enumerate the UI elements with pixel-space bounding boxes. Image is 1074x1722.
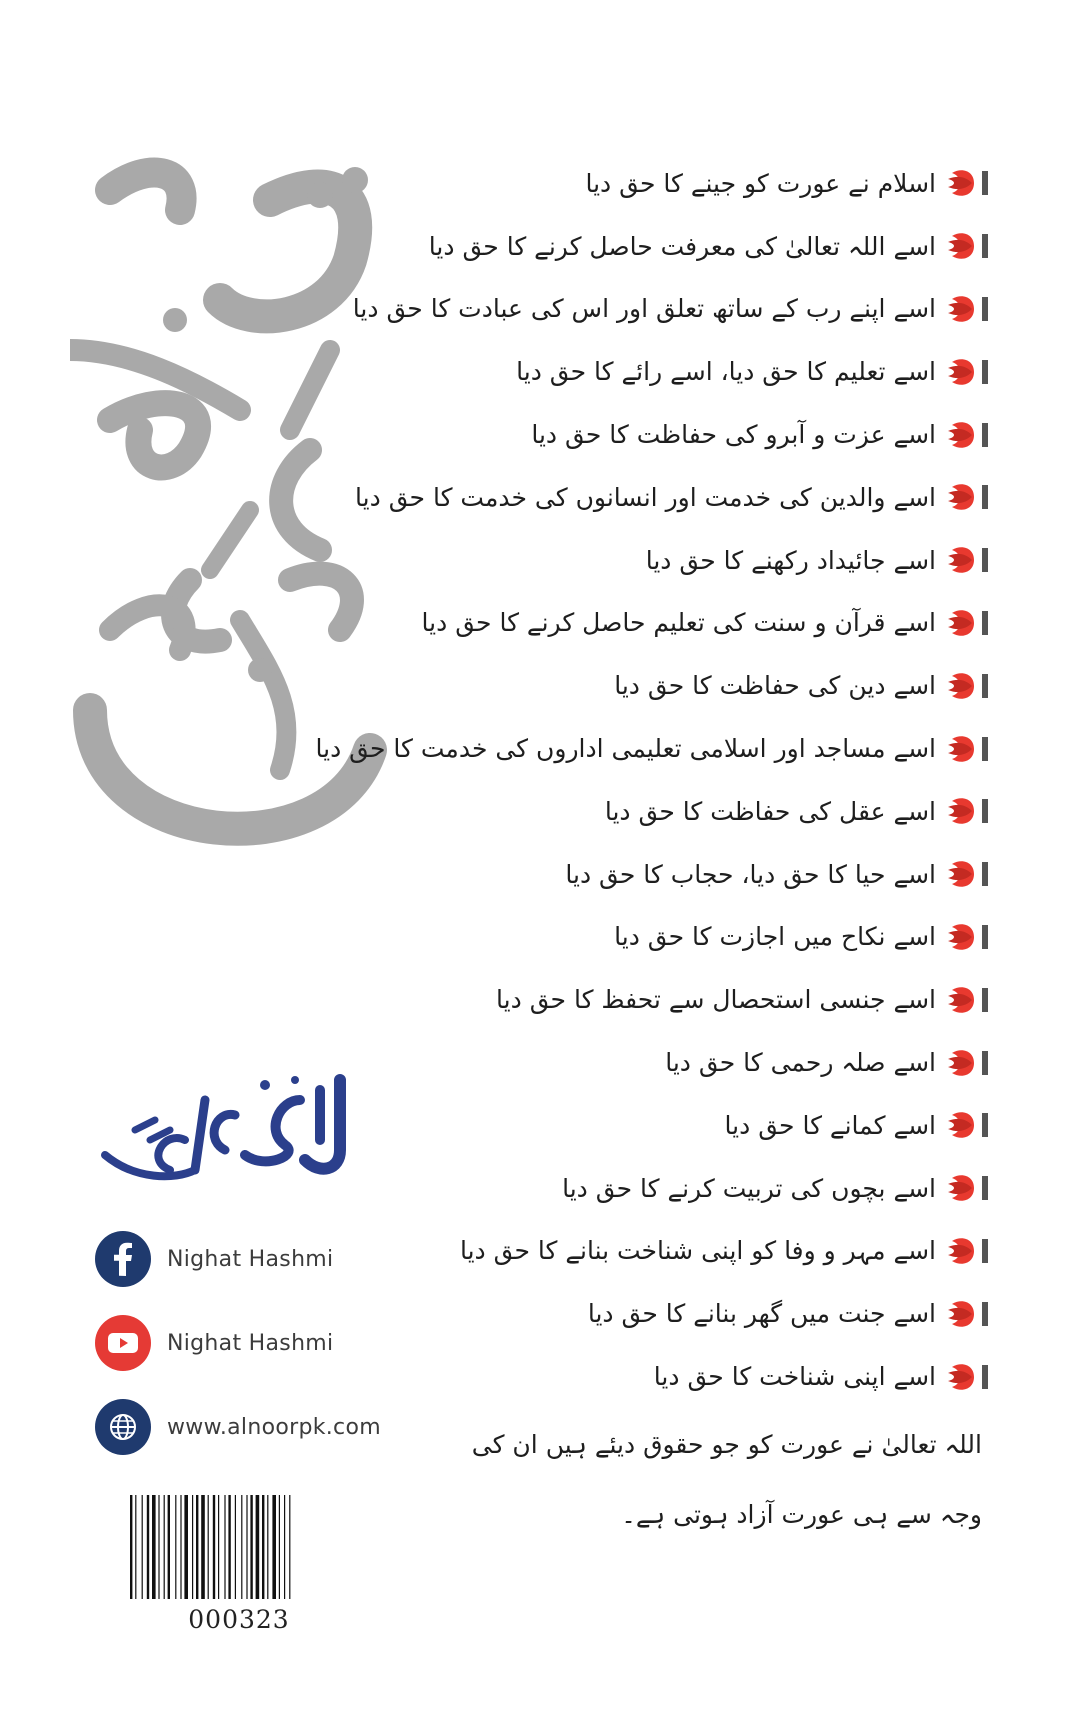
barcode-bar (228, 1495, 230, 1599)
barcode-bar (246, 1495, 247, 1599)
right-text: اسے بچوں کی تربیت کرنے کا حق دیا (562, 1173, 936, 1203)
social-item-website[interactable] (95, 1398, 415, 1456)
flower-bullet-icon (944, 415, 990, 455)
barcode-bar (213, 1495, 215, 1599)
barcode-bar (158, 1495, 159, 1599)
flower-bullet-icon (944, 666, 990, 706)
barcode-bar (218, 1495, 219, 1599)
right-item (390, 1220, 990, 1283)
flower-bullet-icon (944, 980, 990, 1020)
flower-bullet-icon (944, 1231, 990, 1271)
barcode-bar (164, 1495, 165, 1599)
barcode-bar (267, 1495, 268, 1599)
flower-bullet-icon (944, 1105, 990, 1145)
right-item (390, 780, 990, 843)
social-item-youtube[interactable] (95, 1314, 415, 1372)
right-text: اسے اپنی شناخت کا حق دیا (653, 1362, 936, 1392)
flower-bullet-icon (944, 540, 990, 580)
barcode-bar (241, 1495, 242, 1599)
barcode-bar (262, 1495, 264, 1599)
right-item (390, 1031, 990, 1094)
right-item (390, 215, 990, 278)
right-text: اسے اپنے رب کے ساتھ تعلق اور اس کی عبادت کا حق دیا (352, 294, 936, 324)
right-text: اسے عزت و آبرو کی حفاظت کا حق دیا (531, 420, 936, 450)
right-item (390, 968, 990, 1031)
barcode-bar (272, 1495, 276, 1599)
right-item (390, 1094, 990, 1157)
flower-bullet-icon (944, 1357, 990, 1397)
flower-bullet-icon (944, 791, 990, 831)
social-item-facebook[interactable] (95, 1230, 415, 1288)
right-item (390, 529, 990, 592)
right-item (315, 717, 990, 780)
barcode-bar (250, 1495, 252, 1599)
website-text: www.alnoorpk.com (167, 1414, 381, 1440)
flower-bullet-icon (944, 729, 990, 769)
barcode-bar (289, 1495, 290, 1599)
right-item (390, 1282, 990, 1345)
barcode-bar (196, 1495, 198, 1599)
right-text: اسے مساجد اور اسلامی تعلیمی اداروں کی خدمت کا حق دیا (315, 734, 936, 764)
right-item (390, 906, 990, 969)
right-text: اسلام نے عورت کو جینے کا حق دیا (585, 168, 936, 198)
flower-bullet-icon (944, 163, 990, 203)
right-text: اسے قرآن و سنت کی تعلیم حاصل کرنے کا حق دیا (421, 608, 936, 638)
flower-bullet-icon (944, 854, 990, 894)
right-text: اسے مہر و وفا کو اپنی شناخت بنانے کا حق دیا (459, 1236, 936, 1266)
barcode (128, 1495, 350, 1634)
facebook-icon (95, 1231, 151, 1287)
flower-bullet-icon (944, 352, 990, 392)
flower-bullet-icon (944, 603, 990, 643)
flower-bullet-icon (944, 226, 990, 266)
barcode-bar (184, 1495, 188, 1599)
right-text: اسے کمانے کا حق دیا (724, 1110, 936, 1140)
title-calligraphy-art (70, 150, 430, 950)
barcode-bar (135, 1495, 136, 1599)
barcode-bar (175, 1495, 176, 1599)
rights-list (315, 152, 990, 1408)
flower-bullet-icon (944, 1294, 990, 1334)
right-text: اسے اللہ تعالیٰ کی معرفت حاصل کرنے کا حق دیا (428, 231, 936, 261)
youtube-icon (95, 1315, 151, 1371)
flower-bullet-icon (944, 1043, 990, 1083)
barcode-bar (192, 1495, 193, 1599)
title-calligraphy (70, 150, 430, 950)
youtube-text: Nighat Hashmi (167, 1330, 334, 1356)
right-item (352, 278, 990, 341)
right-item (390, 843, 990, 906)
right-text: اسے عقل کی حفاظت کا حق دیا (604, 796, 936, 826)
globe-icon (95, 1399, 151, 1455)
right-text: اسے صلہ رحمی کا حق دیا (665, 1048, 936, 1078)
barcode-bar (284, 1495, 285, 1599)
right-item (390, 1157, 990, 1220)
publisher-logo-art (95, 1060, 395, 1200)
barcode-bar (168, 1495, 170, 1599)
barcode-bar (180, 1495, 181, 1599)
barcode-bar (235, 1495, 236, 1599)
right-item (390, 403, 990, 466)
right-item (390, 592, 990, 655)
social-links (95, 1230, 415, 1482)
flower-bullet-icon (944, 1168, 990, 1208)
barcode-bar (279, 1495, 280, 1599)
barcode-bar (152, 1495, 156, 1599)
flower-bullet-icon (944, 917, 990, 957)
barcode-bar (224, 1495, 225, 1599)
right-item (355, 466, 990, 529)
right-item (390, 654, 990, 717)
barcode-bars (128, 1495, 350, 1599)
facebook-text: Nighat Hashmi (167, 1246, 334, 1272)
right-item (390, 152, 990, 215)
right-text: اسے والدین کی خدمت اور انسانوں کی خدمت کا حق دیا (355, 482, 936, 512)
barcode-bar (256, 1495, 260, 1599)
right-text: اسے جنسی استحصال سے تحفظ کا حق دیا (496, 985, 936, 1015)
right-text: اسے تعلیم کا حق دیا، اسے رائے کا حق دیا (516, 357, 936, 387)
right-text: اسے دین کی حفاظت کا حق دیا (614, 671, 936, 701)
barcode-bar (201, 1495, 205, 1599)
right-item (390, 1345, 990, 1408)
barcode-number: 000323 (188, 1605, 290, 1634)
right-text: اسے جائیداد رکھنے کا حق دیا (645, 545, 936, 575)
barcode-bar (147, 1495, 149, 1599)
right-item (390, 340, 990, 403)
closing-line-2: وجہ سے ہی عورت آزاد ہوتی ہے۔ (621, 1500, 982, 1529)
right-text: اسے حیا کا حق دیا، حجاب کا حق دیا (565, 859, 936, 889)
closing-line-1: اللہ تعالیٰ نے عورت کو جو حقوق دیئے ہیں ان کی (471, 1430, 982, 1459)
publisher-logo (95, 1060, 395, 1200)
barcode-bar (142, 1495, 143, 1599)
closing-statement (422, 1410, 982, 1550)
flower-bullet-icon (944, 477, 990, 517)
right-text: اسے جنت میں گھر بنانے کا حق دیا (587, 1299, 936, 1329)
barcode-bar (208, 1495, 209, 1599)
right-text: اسے نکاح میں اجازت کا حق دیا (614, 922, 936, 952)
flower-bullet-icon (944, 289, 990, 329)
barcode-bar (130, 1495, 132, 1599)
